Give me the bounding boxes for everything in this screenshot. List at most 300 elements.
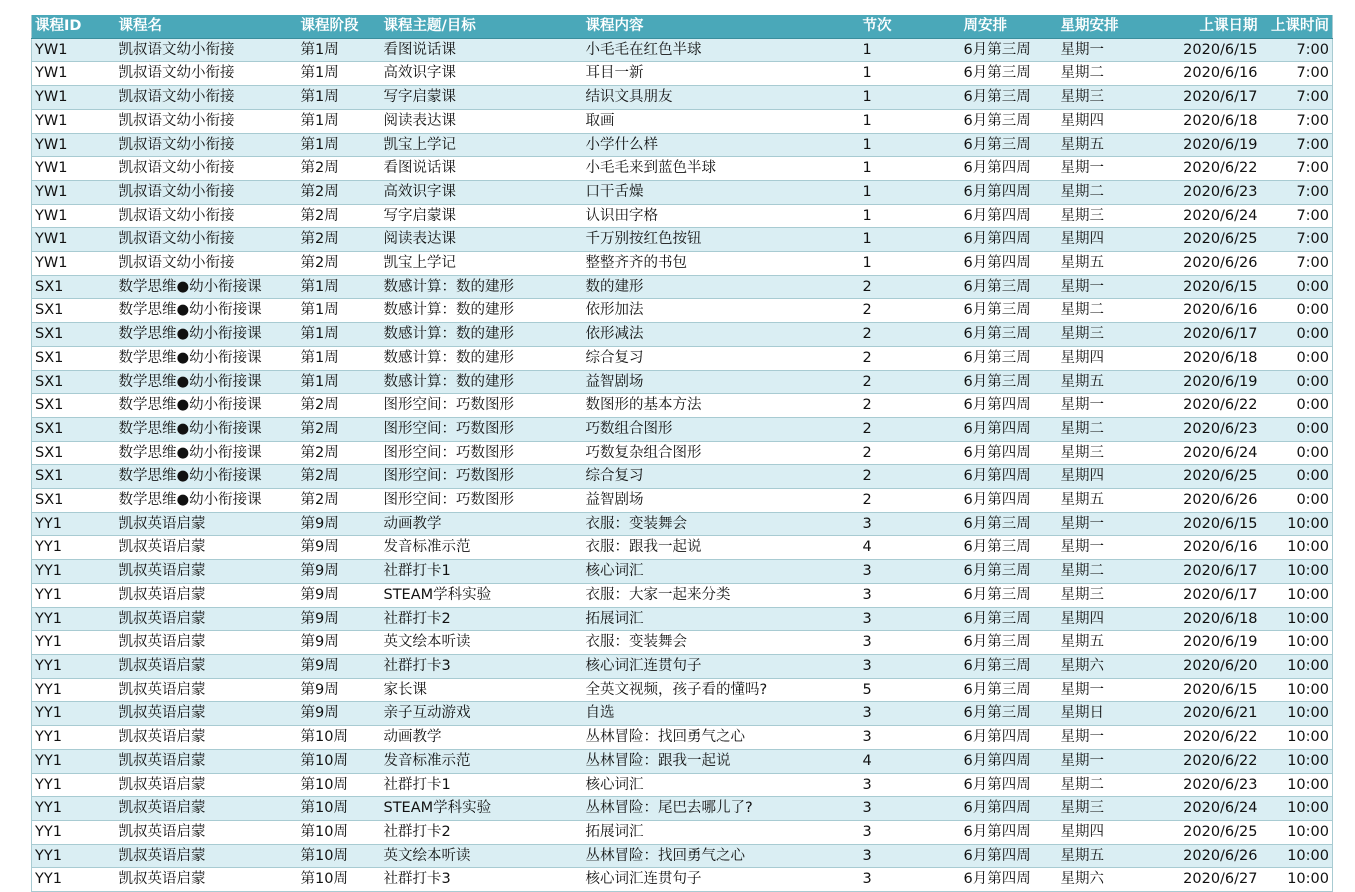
- week-plan-cell[interactable]: 6月第三周: [961, 583, 1058, 607]
- course-stage-cell[interactable]: 第1周: [298, 275, 381, 299]
- week-plan-cell[interactable]: 6月第三周: [961, 86, 1058, 110]
- class-time-cell[interactable]: 10:00: [1261, 868, 1333, 892]
- course-name-cell[interactable]: 凯叔英语启蒙: [116, 678, 298, 702]
- course-content-cell[interactable]: 数的建形: [583, 275, 860, 299]
- col-header-course-content[interactable]: 课程内容: [583, 15, 860, 38]
- session-cell[interactable]: 4: [860, 536, 961, 560]
- week-plan-cell[interactable]: 6月第四周: [961, 820, 1058, 844]
- course-id-cell[interactable]: SX1: [32, 370, 116, 394]
- class-date-cell[interactable]: 2020/6/21: [1152, 702, 1261, 726]
- course-content-cell[interactable]: 综合复习: [583, 465, 860, 489]
- course-stage-cell[interactable]: 第1周: [298, 323, 381, 347]
- course-id-cell[interactable]: YY1: [32, 607, 116, 631]
- weekday-cell[interactable]: 星期六: [1058, 654, 1152, 678]
- course-content-cell[interactable]: 衣服：跟我一起说: [583, 536, 860, 560]
- week-plan-cell[interactable]: 6月第四周: [961, 157, 1058, 181]
- week-plan-cell[interactable]: 6月第四周: [961, 228, 1058, 252]
- course-stage-cell[interactable]: 第10周: [298, 773, 381, 797]
- weekday-cell[interactable]: 星期一: [1058, 749, 1152, 773]
- week-plan-cell[interactable]: 6月第四周: [961, 749, 1058, 773]
- course-topic-cell[interactable]: 阅读表达课: [381, 228, 583, 252]
- course-name-cell[interactable]: 数学思维●幼小衔接课: [116, 275, 298, 299]
- course-topic-cell[interactable]: 亲子互动游戏: [381, 702, 583, 726]
- col-header-session[interactable]: 节次: [860, 15, 961, 38]
- weekday-cell[interactable]: 星期三: [1058, 583, 1152, 607]
- course-stage-cell[interactable]: 第1周: [298, 62, 381, 86]
- course-name-cell[interactable]: 数学思维●幼小衔接课: [116, 346, 298, 370]
- class-date-cell[interactable]: 2020/6/26: [1152, 489, 1261, 513]
- course-content-cell[interactable]: 千万别按红色按钮: [583, 228, 860, 252]
- weekday-cell[interactable]: 星期六: [1058, 868, 1152, 892]
- course-name-cell[interactable]: 凯叔语文幼小衔接: [116, 62, 298, 86]
- course-id-cell[interactable]: YW1: [32, 62, 116, 86]
- class-date-cell[interactable]: 2020/6/18: [1152, 607, 1261, 631]
- course-topic-cell[interactable]: 数感计算：数的建形: [381, 275, 583, 299]
- course-topic-cell[interactable]: 社群打卡1: [381, 773, 583, 797]
- col-header-weekday[interactable]: 星期安排: [1058, 15, 1152, 38]
- class-time-cell[interactable]: 10:00: [1261, 512, 1333, 536]
- session-cell[interactable]: 1: [860, 228, 961, 252]
- course-topic-cell[interactable]: 社群打卡3: [381, 654, 583, 678]
- class-date-cell[interactable]: 2020/6/18: [1152, 346, 1261, 370]
- course-topic-cell[interactable]: 看图说话课: [381, 38, 583, 62]
- course-name-cell[interactable]: 凯叔英语启蒙: [116, 702, 298, 726]
- class-time-cell[interactable]: 10:00: [1261, 726, 1333, 750]
- class-time-cell[interactable]: 7:00: [1261, 180, 1333, 204]
- course-content-cell[interactable]: 核心词汇: [583, 773, 860, 797]
- course-topic-cell[interactable]: 英文绘本听读: [381, 844, 583, 868]
- class-date-cell[interactable]: 2020/6/24: [1152, 797, 1261, 821]
- course-stage-cell[interactable]: 第10周: [298, 797, 381, 821]
- course-stage-cell[interactable]: 第2周: [298, 441, 381, 465]
- course-topic-cell[interactable]: 数感计算：数的建形: [381, 299, 583, 323]
- course-id-cell[interactable]: SX1: [32, 489, 116, 513]
- session-cell[interactable]: 3: [860, 512, 961, 536]
- session-cell[interactable]: 1: [860, 109, 961, 133]
- course-name-cell[interactable]: 数学思维●幼小衔接课: [116, 370, 298, 394]
- course-topic-cell[interactable]: 图形空间：巧数图形: [381, 465, 583, 489]
- class-date-cell[interactable]: 2020/6/15: [1152, 678, 1261, 702]
- session-cell[interactable]: 3: [860, 726, 961, 750]
- weekday-cell[interactable]: 星期一: [1058, 536, 1152, 560]
- course-topic-cell[interactable]: 写字启蒙课: [381, 204, 583, 228]
- class-time-cell[interactable]: 0:00: [1261, 417, 1333, 441]
- course-stage-cell[interactable]: 第9周: [298, 607, 381, 631]
- course-name-cell[interactable]: 凯叔语文幼小衔接: [116, 180, 298, 204]
- course-stage-cell[interactable]: 第1周: [298, 109, 381, 133]
- course-id-cell[interactable]: YY1: [32, 844, 116, 868]
- week-plan-cell[interactable]: 6月第三周: [961, 275, 1058, 299]
- course-name-cell[interactable]: 凯叔语文幼小衔接: [116, 109, 298, 133]
- class-date-cell[interactable]: 2020/6/24: [1152, 204, 1261, 228]
- week-plan-cell[interactable]: 6月第三周: [961, 560, 1058, 584]
- week-plan-cell[interactable]: 6月第三周: [961, 133, 1058, 157]
- course-stage-cell[interactable]: 第1周: [298, 86, 381, 110]
- course-topic-cell[interactable]: 社群打卡2: [381, 607, 583, 631]
- course-name-cell[interactable]: 凯叔语文幼小衔接: [116, 228, 298, 252]
- course-stage-cell[interactable]: 第1周: [298, 38, 381, 62]
- session-cell[interactable]: 3: [860, 773, 961, 797]
- class-time-cell[interactable]: 7:00: [1261, 157, 1333, 181]
- course-id-cell[interactable]: YW1: [32, 204, 116, 228]
- course-name-cell[interactable]: 数学思维●幼小衔接课: [116, 465, 298, 489]
- course-topic-cell[interactable]: 图形空间：巧数图形: [381, 417, 583, 441]
- class-time-cell[interactable]: 10:00: [1261, 583, 1333, 607]
- weekday-cell[interactable]: 星期四: [1058, 228, 1152, 252]
- session-cell[interactable]: 3: [860, 654, 961, 678]
- course-content-cell[interactable]: 小毛毛在红色半球: [583, 38, 860, 62]
- course-stage-cell[interactable]: 第2周: [298, 465, 381, 489]
- course-stage-cell[interactable]: 第1周: [298, 346, 381, 370]
- course-stage-cell[interactable]: 第10周: [298, 868, 381, 892]
- course-name-cell[interactable]: 数学思维●幼小衔接课: [116, 489, 298, 513]
- weekday-cell[interactable]: 星期四: [1058, 820, 1152, 844]
- class-date-cell[interactable]: 2020/6/16: [1152, 62, 1261, 86]
- week-plan-cell[interactable]: 6月第四周: [961, 868, 1058, 892]
- col-header-course-name[interactable]: 课程名: [116, 15, 298, 38]
- week-plan-cell[interactable]: 6月第三周: [961, 109, 1058, 133]
- course-id-cell[interactable]: YY1: [32, 749, 116, 773]
- weekday-cell[interactable]: 星期五: [1058, 631, 1152, 655]
- weekday-cell[interactable]: 星期四: [1058, 607, 1152, 631]
- course-id-cell[interactable]: YY1: [32, 773, 116, 797]
- class-date-cell[interactable]: 2020/6/17: [1152, 583, 1261, 607]
- class-time-cell[interactable]: 0:00: [1261, 465, 1333, 489]
- course-topic-cell[interactable]: 阅读表达课: [381, 109, 583, 133]
- course-name-cell[interactable]: 凯叔英语启蒙: [116, 583, 298, 607]
- course-content-cell[interactable]: 依形减法: [583, 323, 860, 347]
- course-topic-cell[interactable]: 数感计算：数的建形: [381, 323, 583, 347]
- week-plan-cell[interactable]: 6月第四周: [961, 489, 1058, 513]
- weekday-cell[interactable]: 星期一: [1058, 275, 1152, 299]
- course-stage-cell[interactable]: 第2周: [298, 180, 381, 204]
- course-content-cell[interactable]: 认识田字格: [583, 204, 860, 228]
- class-time-cell[interactable]: 10:00: [1261, 560, 1333, 584]
- class-time-cell[interactable]: 7:00: [1261, 204, 1333, 228]
- week-plan-cell[interactable]: 6月第三周: [961, 323, 1058, 347]
- class-date-cell[interactable]: 2020/6/15: [1152, 38, 1261, 62]
- weekday-cell[interactable]: 星期四: [1058, 465, 1152, 489]
- session-cell[interactable]: 3: [860, 631, 961, 655]
- course-content-cell[interactable]: 依形加法: [583, 299, 860, 323]
- course-stage-cell[interactable]: 第2周: [298, 228, 381, 252]
- class-time-cell[interactable]: 10:00: [1261, 607, 1333, 631]
- course-id-cell[interactable]: YY1: [32, 560, 116, 584]
- weekday-cell[interactable]: 星期三: [1058, 797, 1152, 821]
- course-content-cell[interactable]: 巧数组合图形: [583, 417, 860, 441]
- session-cell[interactable]: 2: [860, 394, 961, 418]
- course-name-cell[interactable]: 凯叔英语启蒙: [116, 654, 298, 678]
- weekday-cell[interactable]: 星期二: [1058, 773, 1152, 797]
- course-name-cell[interactable]: 凯叔语文幼小衔接: [116, 86, 298, 110]
- course-content-cell[interactable]: 丛林冒险：找回勇气之心: [583, 844, 860, 868]
- session-cell[interactable]: 2: [860, 417, 961, 441]
- weekday-cell[interactable]: 星期一: [1058, 38, 1152, 62]
- course-name-cell[interactable]: 凯叔英语启蒙: [116, 749, 298, 773]
- session-cell[interactable]: 2: [860, 465, 961, 489]
- class-date-cell[interactable]: 2020/6/22: [1152, 749, 1261, 773]
- course-name-cell[interactable]: 凯叔英语启蒙: [116, 773, 298, 797]
- session-cell[interactable]: 3: [860, 560, 961, 584]
- week-plan-cell[interactable]: 6月第四周: [961, 394, 1058, 418]
- week-plan-cell[interactable]: 6月第三周: [961, 678, 1058, 702]
- class-time-cell[interactable]: 7:00: [1261, 252, 1333, 276]
- course-id-cell[interactable]: SX1: [32, 323, 116, 347]
- course-id-cell[interactable]: SX1: [32, 465, 116, 489]
- course-content-cell[interactable]: 整整齐齐的书包: [583, 252, 860, 276]
- class-date-cell[interactable]: 2020/6/17: [1152, 323, 1261, 347]
- course-topic-cell[interactable]: 高效识字课: [381, 62, 583, 86]
- week-plan-cell[interactable]: 6月第四周: [961, 726, 1058, 750]
- course-id-cell[interactable]: SX1: [32, 299, 116, 323]
- week-plan-cell[interactable]: 6月第四周: [961, 844, 1058, 868]
- class-date-cell[interactable]: 2020/6/16: [1152, 536, 1261, 560]
- course-content-cell[interactable]: 巧数复杂组合图形: [583, 441, 860, 465]
- class-time-cell[interactable]: 0:00: [1261, 346, 1333, 370]
- class-date-cell[interactable]: 2020/6/15: [1152, 512, 1261, 536]
- course-content-cell[interactable]: 小毛毛来到蓝色半球: [583, 157, 860, 181]
- session-cell[interactable]: 2: [860, 323, 961, 347]
- class-date-cell[interactable]: 2020/6/26: [1152, 252, 1261, 276]
- course-id-cell[interactable]: YY1: [32, 536, 116, 560]
- course-id-cell[interactable]: YW1: [32, 38, 116, 62]
- course-stage-cell[interactable]: 第2周: [298, 204, 381, 228]
- class-time-cell[interactable]: 7:00: [1261, 133, 1333, 157]
- course-id-cell[interactable]: YY1: [32, 820, 116, 844]
- course-stage-cell[interactable]: 第1周: [298, 370, 381, 394]
- course-stage-cell[interactable]: 第1周: [298, 133, 381, 157]
- course-id-cell[interactable]: SX1: [32, 394, 116, 418]
- class-date-cell[interactable]: 2020/6/26: [1152, 844, 1261, 868]
- session-cell[interactable]: 2: [860, 275, 961, 299]
- course-stage-cell[interactable]: 第9周: [298, 583, 381, 607]
- course-topic-cell[interactable]: 凯宝上学记: [381, 252, 583, 276]
- course-id-cell[interactable]: SX1: [32, 275, 116, 299]
- class-date-cell[interactable]: 2020/6/20: [1152, 654, 1261, 678]
- course-topic-cell[interactable]: 图形空间：巧数图形: [381, 489, 583, 513]
- course-name-cell[interactable]: 凯叔语文幼小衔接: [116, 252, 298, 276]
- course-content-cell[interactable]: 自选: [583, 702, 860, 726]
- course-id-cell[interactable]: YY1: [32, 654, 116, 678]
- week-plan-cell[interactable]: 6月第三周: [961, 536, 1058, 560]
- class-time-cell[interactable]: 7:00: [1261, 109, 1333, 133]
- course-topic-cell[interactable]: STEAM学科实验: [381, 583, 583, 607]
- class-time-cell[interactable]: 10:00: [1261, 749, 1333, 773]
- class-time-cell[interactable]: 0:00: [1261, 394, 1333, 418]
- course-stage-cell[interactable]: 第9周: [298, 678, 381, 702]
- session-cell[interactable]: 2: [860, 346, 961, 370]
- weekday-cell[interactable]: 星期四: [1058, 346, 1152, 370]
- course-id-cell[interactable]: YW1: [32, 228, 116, 252]
- course-topic-cell[interactable]: 凯宝上学记: [381, 133, 583, 157]
- course-content-cell[interactable]: 取画: [583, 109, 860, 133]
- class-date-cell[interactable]: 2020/6/19: [1152, 631, 1261, 655]
- course-content-cell[interactable]: 全英文视频，孩子看的懂吗?: [583, 678, 860, 702]
- course-id-cell[interactable]: YW1: [32, 252, 116, 276]
- course-stage-cell[interactable]: 第9周: [298, 702, 381, 726]
- week-plan-cell[interactable]: 6月第四周: [961, 797, 1058, 821]
- class-time-cell[interactable]: 0:00: [1261, 489, 1333, 513]
- week-plan-cell[interactable]: 6月第三周: [961, 702, 1058, 726]
- course-content-cell[interactable]: 丛林冒险：尾巴去哪儿了?: [583, 797, 860, 821]
- weekday-cell[interactable]: 星期五: [1058, 252, 1152, 276]
- session-cell[interactable]: 1: [860, 86, 961, 110]
- session-cell[interactable]: 1: [860, 252, 961, 276]
- col-header-class-time[interactable]: 上课时间: [1261, 15, 1333, 38]
- course-topic-cell[interactable]: 英文绘本听读: [381, 631, 583, 655]
- course-name-cell[interactable]: 凯叔英语启蒙: [116, 820, 298, 844]
- class-time-cell[interactable]: 10:00: [1261, 654, 1333, 678]
- class-date-cell[interactable]: 2020/6/22: [1152, 157, 1261, 181]
- course-topic-cell[interactable]: 发音标准示范: [381, 536, 583, 560]
- class-time-cell[interactable]: 7:00: [1261, 228, 1333, 252]
- course-name-cell[interactable]: 数学思维●幼小衔接课: [116, 323, 298, 347]
- week-plan-cell[interactable]: 6月第三周: [961, 346, 1058, 370]
- course-content-cell[interactable]: 数图形的基本方法: [583, 394, 860, 418]
- course-content-cell[interactable]: 小学什么样: [583, 133, 860, 157]
- weekday-cell[interactable]: 星期一: [1058, 394, 1152, 418]
- course-topic-cell[interactable]: 发音标准示范: [381, 749, 583, 773]
- course-topic-cell[interactable]: 写字启蒙课: [381, 86, 583, 110]
- week-plan-cell[interactable]: 6月第三周: [961, 631, 1058, 655]
- week-plan-cell[interactable]: 6月第四周: [961, 180, 1058, 204]
- class-time-cell[interactable]: 7:00: [1261, 62, 1333, 86]
- course-topic-cell[interactable]: 数感计算：数的建形: [381, 346, 583, 370]
- course-content-cell[interactable]: 衣服：变装舞会: [583, 512, 860, 536]
- weekday-cell[interactable]: 星期五: [1058, 370, 1152, 394]
- course-content-cell[interactable]: 核心词汇: [583, 560, 860, 584]
- class-date-cell[interactable]: 2020/6/23: [1152, 417, 1261, 441]
- course-id-cell[interactable]: YY1: [32, 702, 116, 726]
- class-date-cell[interactable]: 2020/6/25: [1152, 465, 1261, 489]
- course-stage-cell[interactable]: 第10周: [298, 820, 381, 844]
- course-topic-cell[interactable]: 社群打卡1: [381, 560, 583, 584]
- session-cell[interactable]: 5: [860, 678, 961, 702]
- session-cell[interactable]: 1: [860, 204, 961, 228]
- session-cell[interactable]: 2: [860, 441, 961, 465]
- weekday-cell[interactable]: 星期一: [1058, 157, 1152, 181]
- week-plan-cell[interactable]: 6月第三周: [961, 654, 1058, 678]
- session-cell[interactable]: 2: [860, 370, 961, 394]
- course-id-cell[interactable]: YW1: [32, 109, 116, 133]
- week-plan-cell[interactable]: 6月第三周: [961, 38, 1058, 62]
- course-topic-cell[interactable]: 高效识字课: [381, 180, 583, 204]
- session-cell[interactable]: 3: [860, 820, 961, 844]
- class-time-cell[interactable]: 10:00: [1261, 702, 1333, 726]
- class-date-cell[interactable]: 2020/6/23: [1152, 773, 1261, 797]
- weekday-cell[interactable]: 星期一: [1058, 726, 1152, 750]
- class-time-cell[interactable]: 10:00: [1261, 844, 1333, 868]
- class-date-cell[interactable]: 2020/6/27: [1152, 868, 1261, 892]
- course-stage-cell[interactable]: 第9周: [298, 654, 381, 678]
- course-topic-cell[interactable]: STEAM学科实验: [381, 797, 583, 821]
- course-name-cell[interactable]: 凯叔英语启蒙: [116, 607, 298, 631]
- session-cell[interactable]: 1: [860, 180, 961, 204]
- course-name-cell[interactable]: 数学思维●幼小衔接课: [116, 417, 298, 441]
- course-content-cell[interactable]: 丛林冒险：跟我一起说: [583, 749, 860, 773]
- course-name-cell[interactable]: 凯叔英语启蒙: [116, 726, 298, 750]
- session-cell[interactable]: 3: [860, 797, 961, 821]
- col-header-week-plan[interactable]: 周安排: [961, 15, 1058, 38]
- course-stage-cell[interactable]: 第1周: [298, 299, 381, 323]
- class-time-cell[interactable]: 0:00: [1261, 323, 1333, 347]
- course-content-cell[interactable]: 益智剧场: [583, 489, 860, 513]
- class-time-cell[interactable]: 10:00: [1261, 773, 1333, 797]
- course-id-cell[interactable]: YW1: [32, 180, 116, 204]
- weekday-cell[interactable]: 星期四: [1058, 109, 1152, 133]
- class-date-cell[interactable]: 2020/6/18: [1152, 109, 1261, 133]
- course-content-cell[interactable]: 拓展词汇: [583, 820, 860, 844]
- course-topic-cell[interactable]: 图形空间：巧数图形: [381, 441, 583, 465]
- course-id-cell[interactable]: SX1: [32, 417, 116, 441]
- course-stage-cell[interactable]: 第2周: [298, 394, 381, 418]
- weekday-cell[interactable]: 星期三: [1058, 441, 1152, 465]
- class-time-cell[interactable]: 0:00: [1261, 441, 1333, 465]
- class-date-cell[interactable]: 2020/6/25: [1152, 228, 1261, 252]
- class-date-cell[interactable]: 2020/6/19: [1152, 370, 1261, 394]
- course-id-cell[interactable]: YY1: [32, 678, 116, 702]
- course-stage-cell[interactable]: 第2周: [298, 157, 381, 181]
- course-content-cell[interactable]: 衣服：变装舞会: [583, 631, 860, 655]
- class-time-cell[interactable]: 0:00: [1261, 275, 1333, 299]
- weekday-cell[interactable]: 星期三: [1058, 204, 1152, 228]
- course-id-cell[interactable]: SX1: [32, 441, 116, 465]
- session-cell[interactable]: 2: [860, 299, 961, 323]
- course-id-cell[interactable]: YW1: [32, 86, 116, 110]
- week-plan-cell[interactable]: 6月第三周: [961, 512, 1058, 536]
- course-content-cell[interactable]: 核心词汇连贯句子: [583, 654, 860, 678]
- course-stage-cell[interactable]: 第10周: [298, 844, 381, 868]
- course-content-cell[interactable]: 核心词汇连贯句子: [583, 868, 860, 892]
- course-stage-cell[interactable]: 第2周: [298, 417, 381, 441]
- course-stage-cell[interactable]: 第2周: [298, 252, 381, 276]
- week-plan-cell[interactable]: 6月第四周: [961, 204, 1058, 228]
- course-name-cell[interactable]: 凯叔语文幼小衔接: [116, 133, 298, 157]
- course-content-cell[interactable]: 结识文具朋友: [583, 86, 860, 110]
- class-time-cell[interactable]: 0:00: [1261, 299, 1333, 323]
- course-name-cell[interactable]: 数学思维●幼小衔接课: [116, 394, 298, 418]
- session-cell[interactable]: 1: [860, 157, 961, 181]
- col-header-course-id[interactable]: 课程ID: [32, 15, 116, 38]
- class-time-cell[interactable]: 10:00: [1261, 820, 1333, 844]
- course-content-cell[interactable]: 耳目一新: [583, 62, 860, 86]
- class-date-cell[interactable]: 2020/6/16: [1152, 299, 1261, 323]
- course-id-cell[interactable]: YY1: [32, 797, 116, 821]
- course-name-cell[interactable]: 数学思维●幼小衔接课: [116, 299, 298, 323]
- week-plan-cell[interactable]: 6月第四周: [961, 773, 1058, 797]
- class-date-cell[interactable]: 2020/6/25: [1152, 820, 1261, 844]
- session-cell[interactable]: 3: [860, 868, 961, 892]
- class-time-cell[interactable]: 10:00: [1261, 631, 1333, 655]
- session-cell[interactable]: 1: [860, 62, 961, 86]
- weekday-cell[interactable]: 星期二: [1058, 180, 1152, 204]
- week-plan-cell[interactable]: 6月第三周: [961, 370, 1058, 394]
- weekday-cell[interactable]: 星期三: [1058, 323, 1152, 347]
- col-header-class-date[interactable]: 上课日期: [1152, 15, 1261, 38]
- course-stage-cell[interactable]: 第9周: [298, 631, 381, 655]
- class-time-cell[interactable]: 7:00: [1261, 86, 1333, 110]
- weekday-cell[interactable]: 星期二: [1058, 62, 1152, 86]
- course-name-cell[interactable]: 凯叔英语启蒙: [116, 631, 298, 655]
- course-topic-cell[interactable]: 社群打卡3: [381, 868, 583, 892]
- week-plan-cell[interactable]: 6月第四周: [961, 441, 1058, 465]
- course-name-cell[interactable]: 凯叔英语启蒙: [116, 512, 298, 536]
- class-time-cell[interactable]: 10:00: [1261, 536, 1333, 560]
- course-content-cell[interactable]: 衣服：大家一起来分类: [583, 583, 860, 607]
- class-date-cell[interactable]: 2020/6/19: [1152, 133, 1261, 157]
- weekday-cell[interactable]: 星期五: [1058, 489, 1152, 513]
- course-stage-cell[interactable]: 第9周: [298, 560, 381, 584]
